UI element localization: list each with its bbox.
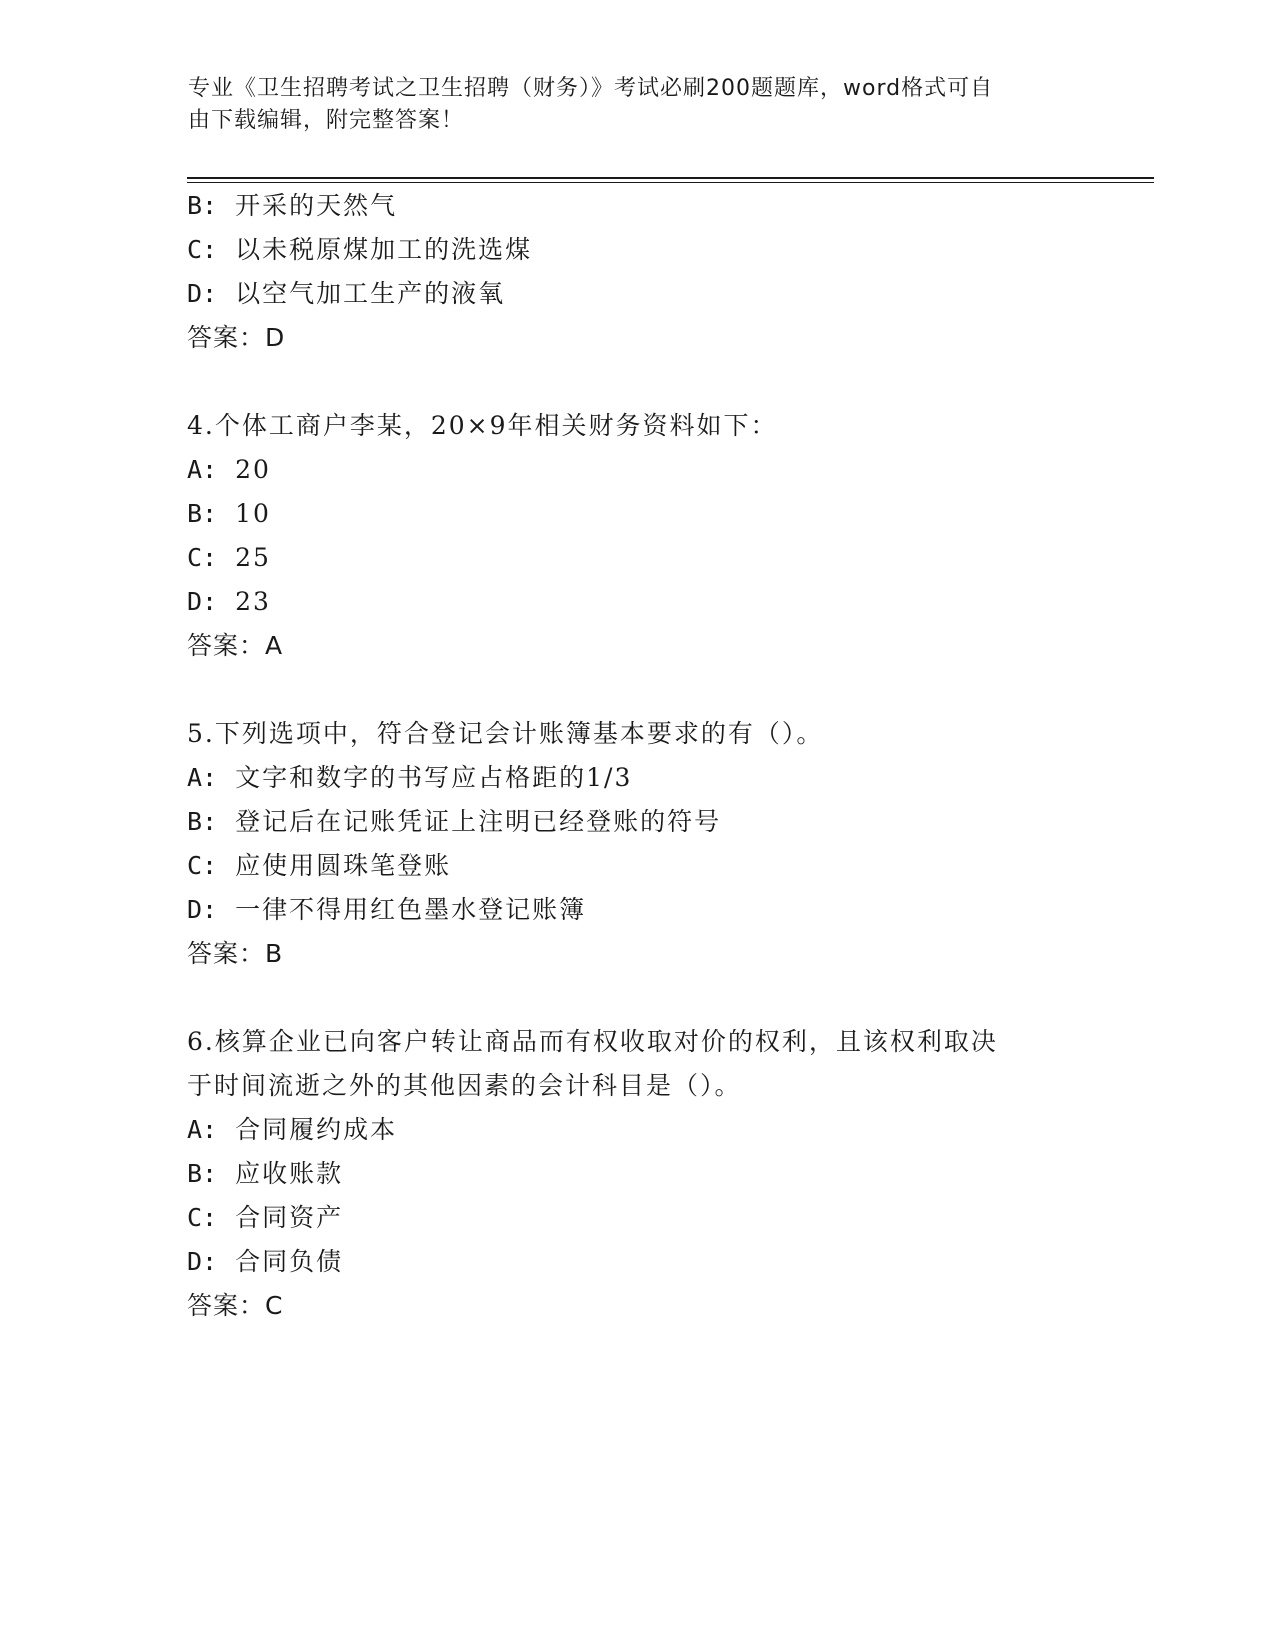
option-letter: C: [187,235,218,264]
q6-option-c [187,1202,343,1234]
q6-option-a [187,1114,397,1146]
q4-stem: 4.个体工商户李某，20×9年相关财务资料如下： [187,411,778,440]
option-text: 开采的天然气 [235,191,398,220]
option-text: 合同负债 [235,1247,344,1276]
option-text: 10 [235,499,271,528]
q5-stem: 5.下列选项中，符合登记会计账簿基本要求的有（）。 [187,719,824,748]
option-text: 登记后在记账凭证上注明已经登账的符号 [235,807,722,836]
q4-option-d [187,586,271,618]
q6-stem-line-2: 于时间流逝之外的其他因素的会计科目是（）。 [187,1071,742,1100]
q4-option-b [187,498,271,530]
header-line-1: 专业《卫生招聘考试之卫生招聘（财务）》考试必刷200题题库，word格式可自 [188,76,994,101]
header-divider-thin [187,182,1154,183]
q3-option-c [187,234,532,266]
option-text: 合同资产 [235,1203,344,1232]
document-header [188,73,1078,137]
option-letter: B: [187,499,218,528]
option-text: 应使用圆珠笔登账 [235,851,452,880]
q4-option-c [187,542,271,574]
header-divider-thick [187,177,1154,179]
option-text: 一律不得用红色墨水登记账簿 [235,895,587,924]
q3-answer: 答案：D [187,323,286,352]
option-text: 25 [235,543,271,572]
option-text: 20 [235,455,271,484]
option-letter: B: [187,1159,218,1188]
q4-answer: 答案：A [187,631,284,660]
q5-option-c [187,850,451,882]
option-letter: D: [187,587,218,616]
q3-option-d [187,278,505,310]
q5-option-b [187,806,721,838]
q4-option-a [187,454,271,486]
q6-stem-line-1: 6.核算企业已向客户转让商品而有权收取对价的权利，且该权利取决 [187,1027,998,1056]
option-letter: C: [187,851,218,880]
option-letter: A: [187,1115,218,1144]
option-letter: D: [187,895,218,924]
option-text: 以未税原煤加工的洗选煤 [235,235,533,264]
q6-answer: 答案：C [187,1291,284,1320]
option-text: 合同履约成本 [235,1115,398,1144]
option-letter: A: [187,763,218,792]
option-text: 文字和数字的书写应占格距的1/3 [235,763,633,792]
option-letter: C: [187,1203,218,1232]
option-text: 23 [235,587,271,616]
q3-option-b [187,190,397,222]
option-letter: D: [187,1247,218,1276]
q5-answer: 答案：B [187,939,284,968]
option-letter: C: [187,543,218,572]
option-letter: B: [187,807,218,836]
option-text: 应收账款 [235,1159,344,1188]
q6-option-d [187,1246,343,1278]
option-letter: A: [187,455,218,484]
option-letter: B: [187,191,218,220]
option-letter: D: [187,279,218,308]
header-line-2: 由下载编辑，附完整答案！ [188,108,465,133]
q6-option-b [187,1158,343,1190]
q5-option-a [187,762,632,794]
q5-option-d [187,894,586,926]
option-text: 以空气加工生产的液氧 [235,279,506,308]
